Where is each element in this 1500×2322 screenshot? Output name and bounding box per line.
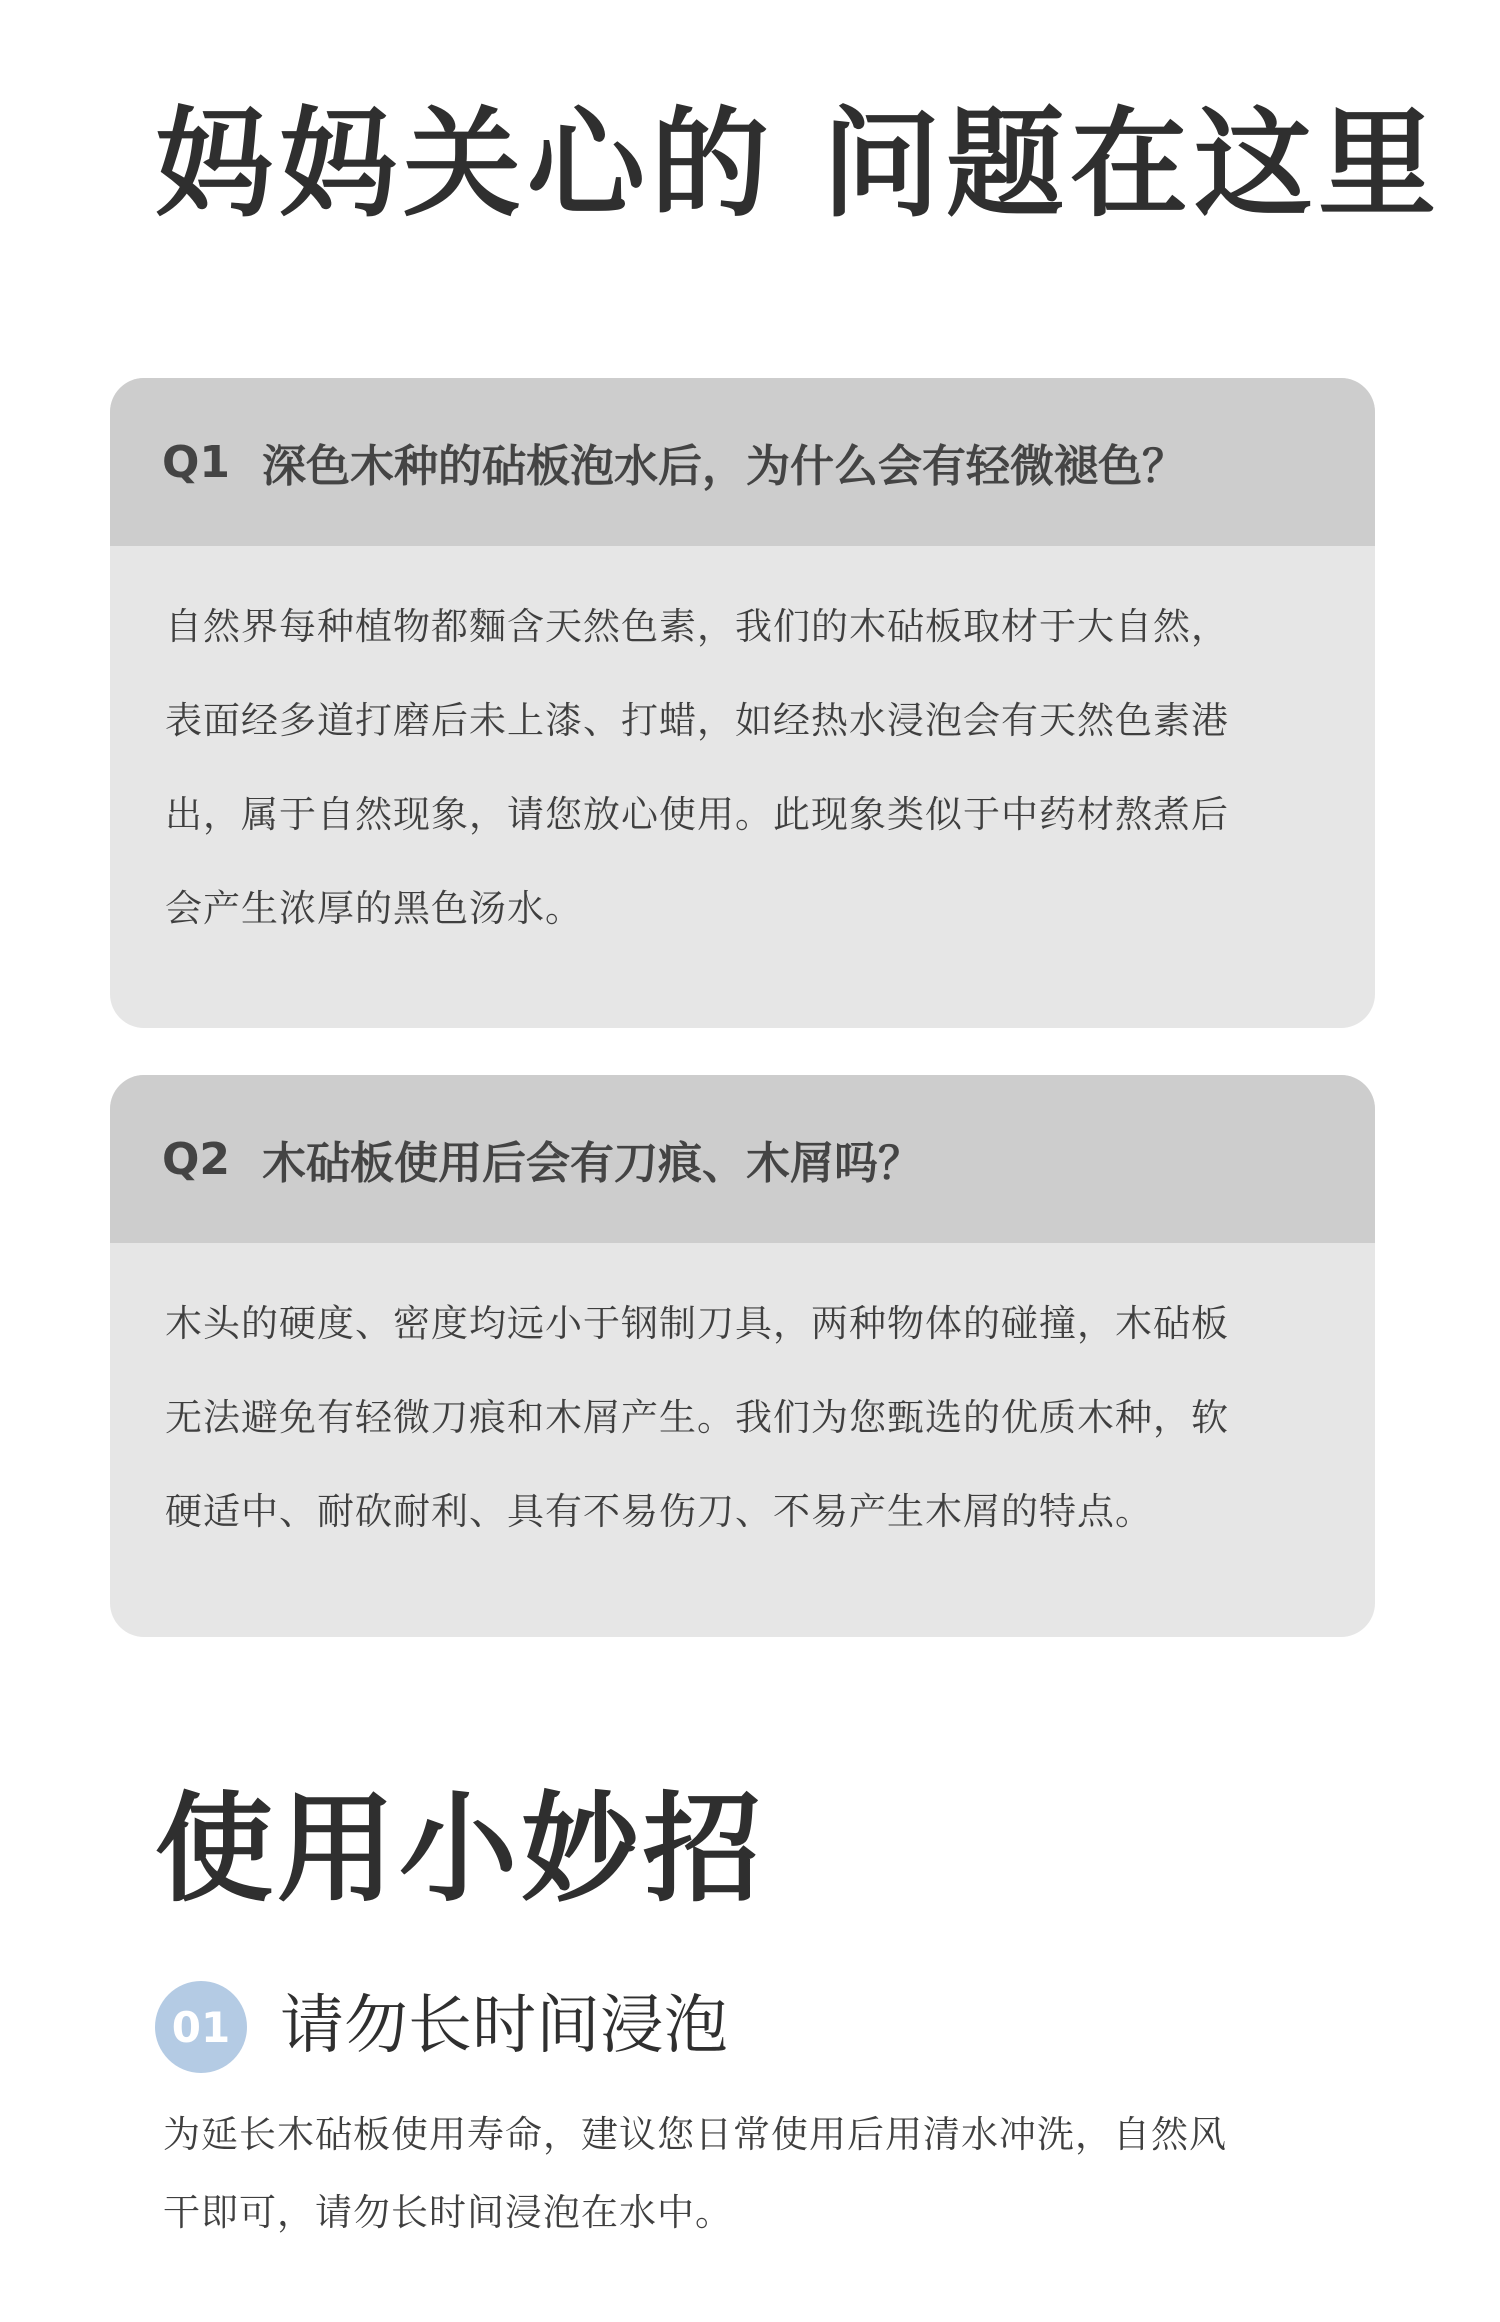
- faq-answer-line: 出，属于自然现象，请您放心使用。此现象类似于中药材熬煮后: [165, 793, 1229, 836]
- tip-body-line: 干即可，请勿长时间浸泡在水中。: [163, 2191, 733, 2234]
- tips-section-title: 使用小妙招: [155, 1780, 766, 1918]
- faq-answer-line: 自然界每种植物都麵含天然色素，我们的木砧板取材于大自然，: [165, 605, 1229, 648]
- faq-answer: [110, 546, 1375, 956]
- faq-answer-line: 会产生浓厚的黑色汤水。: [165, 887, 583, 930]
- faq-card-q1: [110, 378, 1375, 1028]
- faq-card-q2: [110, 1075, 1375, 1637]
- tip-body: [163, 2096, 1227, 2252]
- page-title: 妈妈关心的 问题在这里: [155, 95, 1443, 233]
- faq-question: 深色木种的砧板泡水后，为什么会有轻微褪色？: [262, 441, 1187, 492]
- faq-answer-line: 木头的硬度、密度均远小于钢制刀具，两种物体的碰撞，木砧板: [165, 1302, 1229, 1345]
- faq-answer-line: 无法避免有轻微刀痕和木屑产生。我们为您甄选的优质木种，软: [165, 1396, 1229, 1439]
- faq-question-header: [110, 1075, 1375, 1243]
- faq-number: Q2: [162, 1133, 231, 1185]
- tip-body-line: 为延长木砧板使用寿命，建议您日常使用后用清水冲洗，自然风: [163, 2113, 1227, 2156]
- tip-title: 请勿长时间浸泡: [280, 1989, 728, 2063]
- faq-answer: [110, 1243, 1375, 1559]
- faq-number: Q1: [162, 436, 231, 488]
- faq-question-header: [110, 378, 1375, 546]
- faq-answer-line: 表面经多道打磨后未上漆、打蜡，如经热水浸泡会有天然色素港: [165, 699, 1229, 742]
- faq-question: 木砧板使用后会有刀痕、木屑吗？: [262, 1138, 923, 1189]
- tip-number-badge: 01: [155, 1981, 247, 2073]
- faq-answer-line: 硬适中、耐砍耐利、具有不易伤刀、不易产生木屑的特点。: [165, 1490, 1153, 1533]
